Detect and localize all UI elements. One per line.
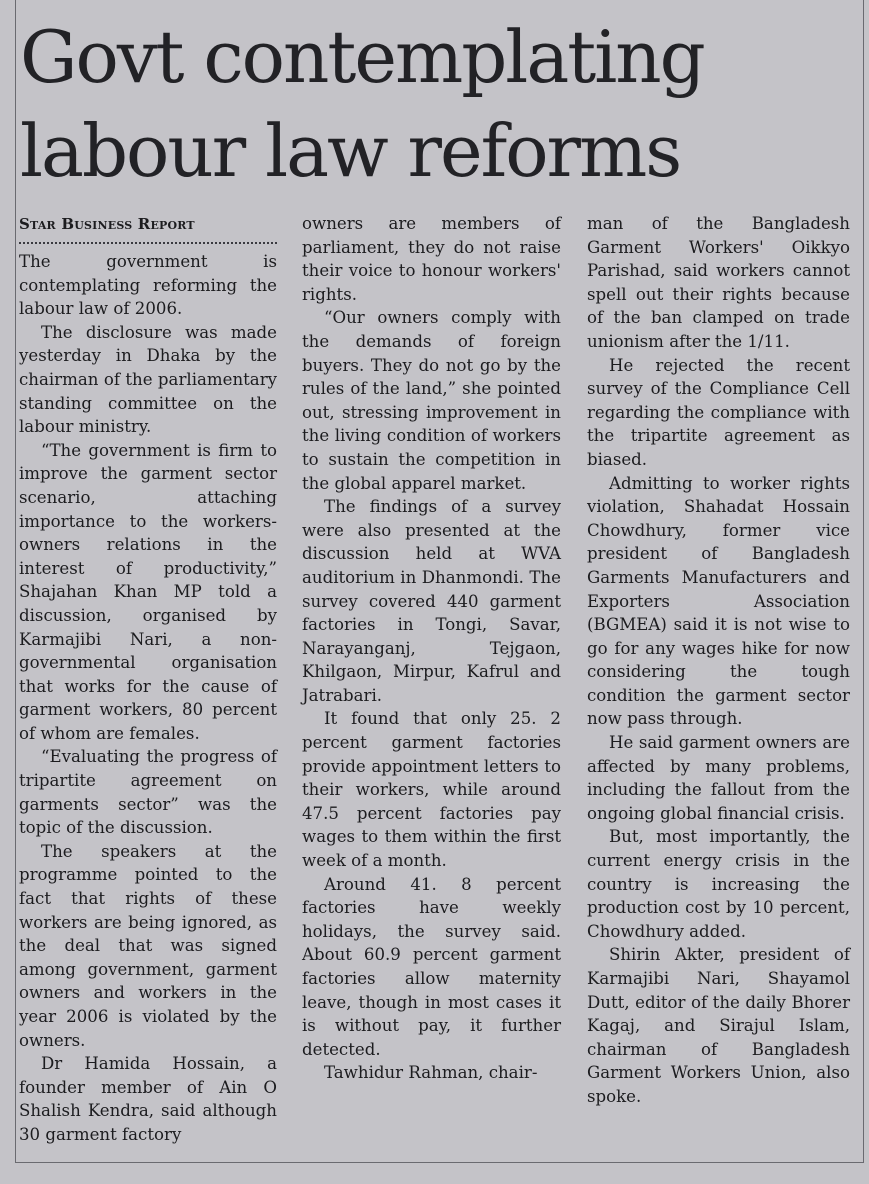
paragraph: Shirin Akter, president of Karmajibi Nari, Shayamol Dutt, editor of the daily Bhorer Kagaj, and Sirajul Islam, chairman of Bangladesh Garment Workers Union, also spoke. [587,945,850,1106]
article-column-1 [19,212,277,1147]
paragraph: But, most importantly, the current energy crisis in the country is increasing the production cost by 10 percent, Chowdhury added. [587,827,850,941]
article-column-3 [587,212,850,1109]
paragraph: “The government is firm to improve the garment sector scenario, attaching importance to the workers-owners relations in the interest of productivity,” Shajahan Khan MP told a discussion, organised by Karmajibi Nari, a non-governmental organisation that works for the cause of garment workers, 80 percent of whom are females. [19,440,277,743]
paragraph: He said garment owners are affected by many problems, including the fallout from the ongoing global financial crisis. [587,733,850,823]
paragraph: Around 41. 8 percent factories have weekly holidays, the survey said. About 60.9 percent garment factories allow maternity leave, though in most cases it is without pay, it further detected. [302,874,561,1059]
paragraph: Tawhidur Rahman, chair- [324,1063,538,1083]
paragraph: The findings of a survey were also presented at the discussion held at WVA auditorium in Dhanmondi. The survey covered 440 garment factories in Tongi, Savar, Narayanganj, Tejgaon, Khilgaon, Mirpur, Kafrul and Jatrabari. [302,497,561,705]
paragraph: The disclosure was made yesterday in Dhaka by the chairman of the parliamentary standing committee on the labour ministry. [19,322,277,437]
paragraph: man of the Bangladesh Garment Workers' Oikkyo Parishad, said workers cannot spell out their rights because of the ban clamped on trade unionism after the 1/11. [587,214,850,351]
paragraph: Admitting to worker rights violation, Shahadat Hossain Chowdhury, former vice president of Bangladesh Garments Manufacturers and Exporters Association (BGMEA) said it is not wise to go for any wages hike for now considering the tough condition the garment sector now pass through. [587,473,850,729]
paragraph: The government is contemplating reforming the labour law of 2006. [19,252,277,319]
paragraph: The speakers at the programme pointed to the fact that rights of these workers are being ignored, as the deal that was signed among government, garment owners and workers in the year 2006 is violated by the owners. [19,841,277,1050]
headline-line-1: Govt contemplating [20,15,704,99]
headline-line-2: labour law reforms [20,109,681,193]
paragraph: “Evaluating the progress of tripartite agreement on garments sector” was the topic of the discussion. [19,747,277,838]
paragraph: He rejected the recent survey of the Compliance Cell regarding the compliance with the tripartite agreement as biased. [587,355,850,469]
paragraph: It found that only 25. 2 percent garment factories provide appointment letters to their workers, while around 47.5 percent factories pay wages to them within the first week of a month. [302,709,561,871]
paragraph: “Our owners comply with the demands of foreign buyers. They do not go by the rules of the land,” she pointed out, stressing improvement in the living condition of workers to sustain the competition in the global apparel market. [302,308,561,493]
headline [20,10,860,198]
paragraph: Dr Hamida Hossain, a founder member of Ain O Shalish Kendra, said although 30 garment factory [19,1054,277,1144]
byline: Star Business Report [19,212,277,244]
article-column-2 [302,212,561,1085]
paragraph: owners are members of parliament, they do not raise their voice to honour workers' rights. [302,214,561,304]
